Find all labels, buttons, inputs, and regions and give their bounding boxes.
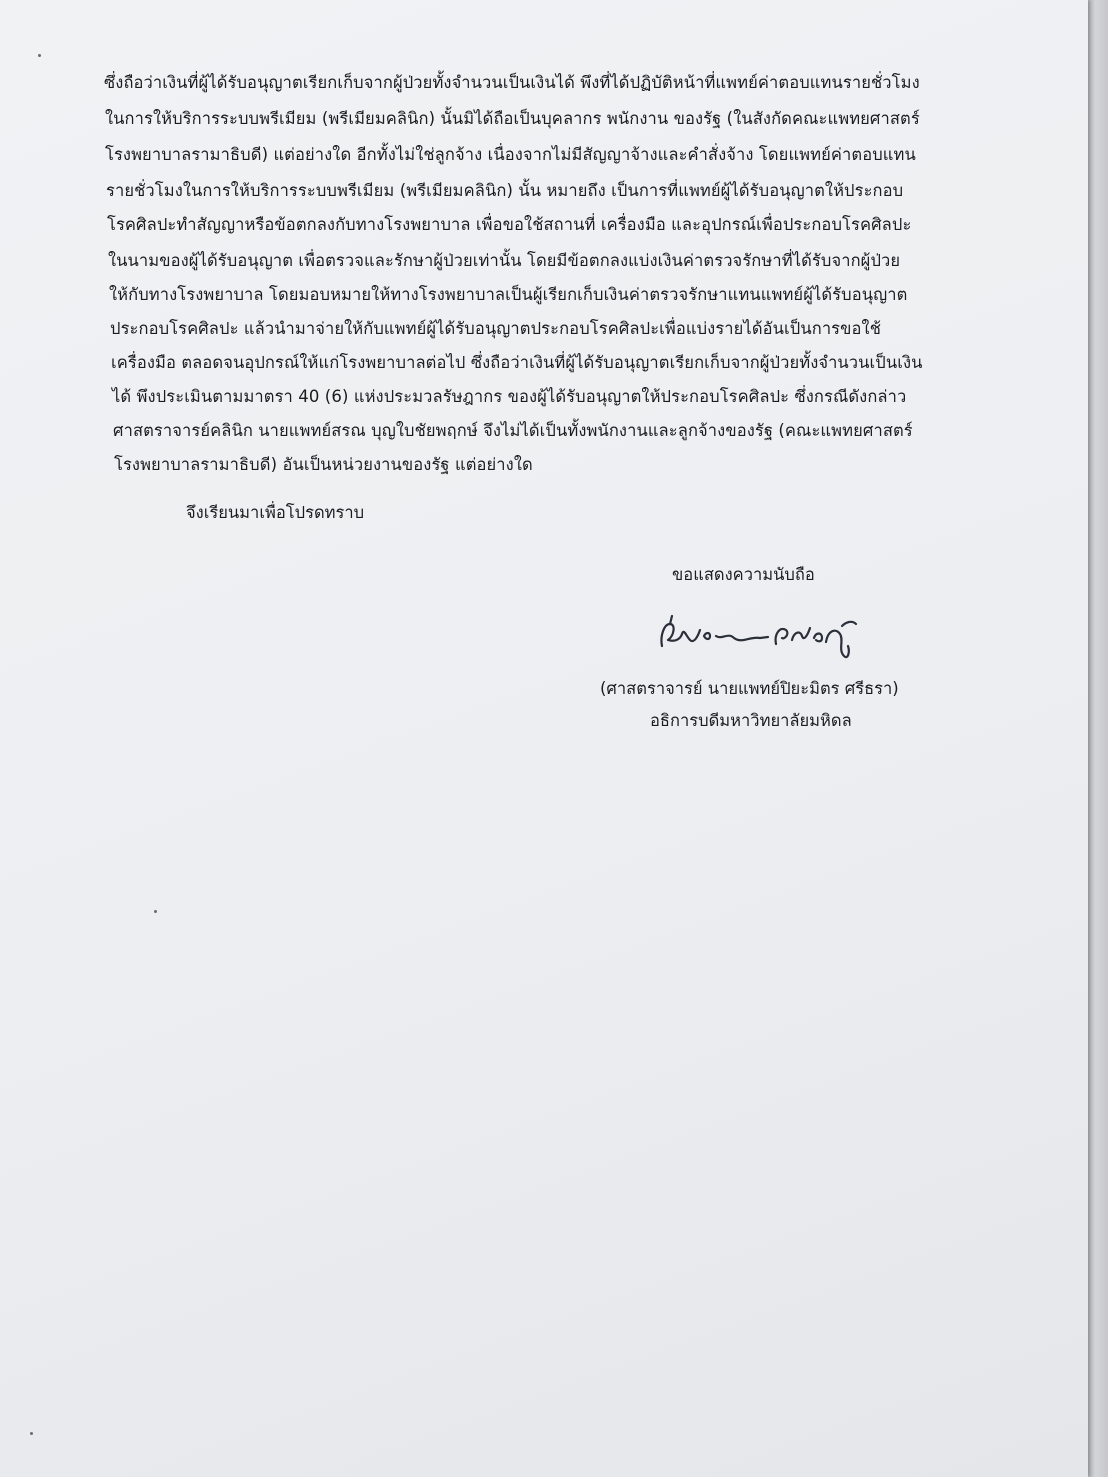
paper-speck [30, 1432, 33, 1435]
body-line-12: โรงพยาบาลรามาธิบดี) อันเป็นหน่วยงานของรัฐ แต่อย่างใด [114, 455, 533, 474]
paper-speck [154, 910, 157, 913]
paper-speck [38, 54, 41, 57]
body-line-2: ในการให้บริการระบบพรีเมียม (พรีเมียมคลินิก) นั้นมิได้ถือเป็นบุคลากร พนักงาน ของรัฐ (ในสังกัดคณะแพทยศาสตร์ [105, 109, 920, 128]
closing-line: จึงเรียนมาเพื่อโปรดทราบ [186, 503, 365, 522]
body-line-1: ซึ่งถือว่าเงินที่ผู้ได้รับอนุญาตเรียกเก็บจากผู้ป่วยทั้งจำนวนเป็นเงินได้ พึงที่ได้ปฏิบัติหน้าที่แพทย์ค่าตอบแทนรายชั่วโมง [104, 73, 920, 92]
background-edge [1088, 0, 1108, 1477]
body-line-11: ศาสตราจารย์คลินิก นายแพทย์สรณ บุญใบชัยพฤกษ์ จึงไม่ได้เป็นทั้งพนักงานและลูกจ้างของรัฐ (คณะแพทยศาสตร์ [113, 421, 913, 440]
body-line-9: เครื่องมือ ตลอดจนอุปกรณ์ให้แก่โรงพยาบาลต่อไป ซึ่งถือว่าเงินที่ผู้ได้รับอนุญาตเรียกเก็บจากผู้ป่วยทั้งจำนวนเป็นเงิน [111, 353, 923, 372]
body-line-3: โรงพยาบาลรามาธิบดี) แต่อย่างใด อีกทั้งไม่ใช่ลูกจ้าง เนื่องจากไม่มีสัญญาจ้างและคำสั่งจ้าง โดยแพทย์ค่าตอบแทน [105, 145, 916, 164]
regards-line: ขอแสดงความนับถือ [672, 565, 815, 584]
body-line-4: รายชั่วโมงในการให้บริการระบบพรีเมียม (พรีเมียมคลินิก) นั้น หมายถึง เป็นการที่แพทย์ผู้ได้รับอนุญาตให้ประกอบ [106, 181, 904, 200]
handwritten-signature [650, 606, 880, 666]
signer-title: อธิการบดีมหาวิทยาลัยมหิดล [650, 711, 852, 730]
body-line-10: ได้ พึงประเมินตามมาตรา 40 (6) แห่งประมวลรัษฎากร ของผู้ได้รับอนุญาตให้ประกอบโรคศิลปะ ซึ่งกรณีดังกล่าว [112, 387, 907, 406]
body-line-6: ในนามของผู้ได้รับอนุญาต เพื่อตรวจและรักษาผู้ป่วยเท่านั้น โดยมีข้อตกลงแบ่งเงินค่าตรวจรักษาที่ได้รับจากผู้ป่วย [108, 251, 901, 270]
body-line-7: ให้กับทางโรงพยาบาล โดยมอบหมายให้ทางโรงพยาบาลเป็นผู้เรียกเก็บเงินค่าตรวจรักษาแทนแพทย์ผู้ได้รับอนุญาต [109, 285, 908, 304]
body-line-8: ประกอบโรคศิลปะ แล้วนำมาจ่ายให้กับแพทย์ผู้ได้รับอนุญาตประกอบโรคศิลปะเพื่อแบ่งรายได้อันเป็นการขอใช้ [110, 319, 881, 338]
signer-name: (ศาสตราจารย์ นายแพทย์ปิยะมิตร ศรีธรา) [600, 679, 899, 698]
body-line-5: โรคศิลปะทำสัญญาหรือข้อตกลงกับทางโรงพยาบาล เพื่อขอใช้สถานที่ เครื่องมือ และอุปกรณ์เพื่อประกอบโรคศิลปะ [107, 215, 912, 234]
